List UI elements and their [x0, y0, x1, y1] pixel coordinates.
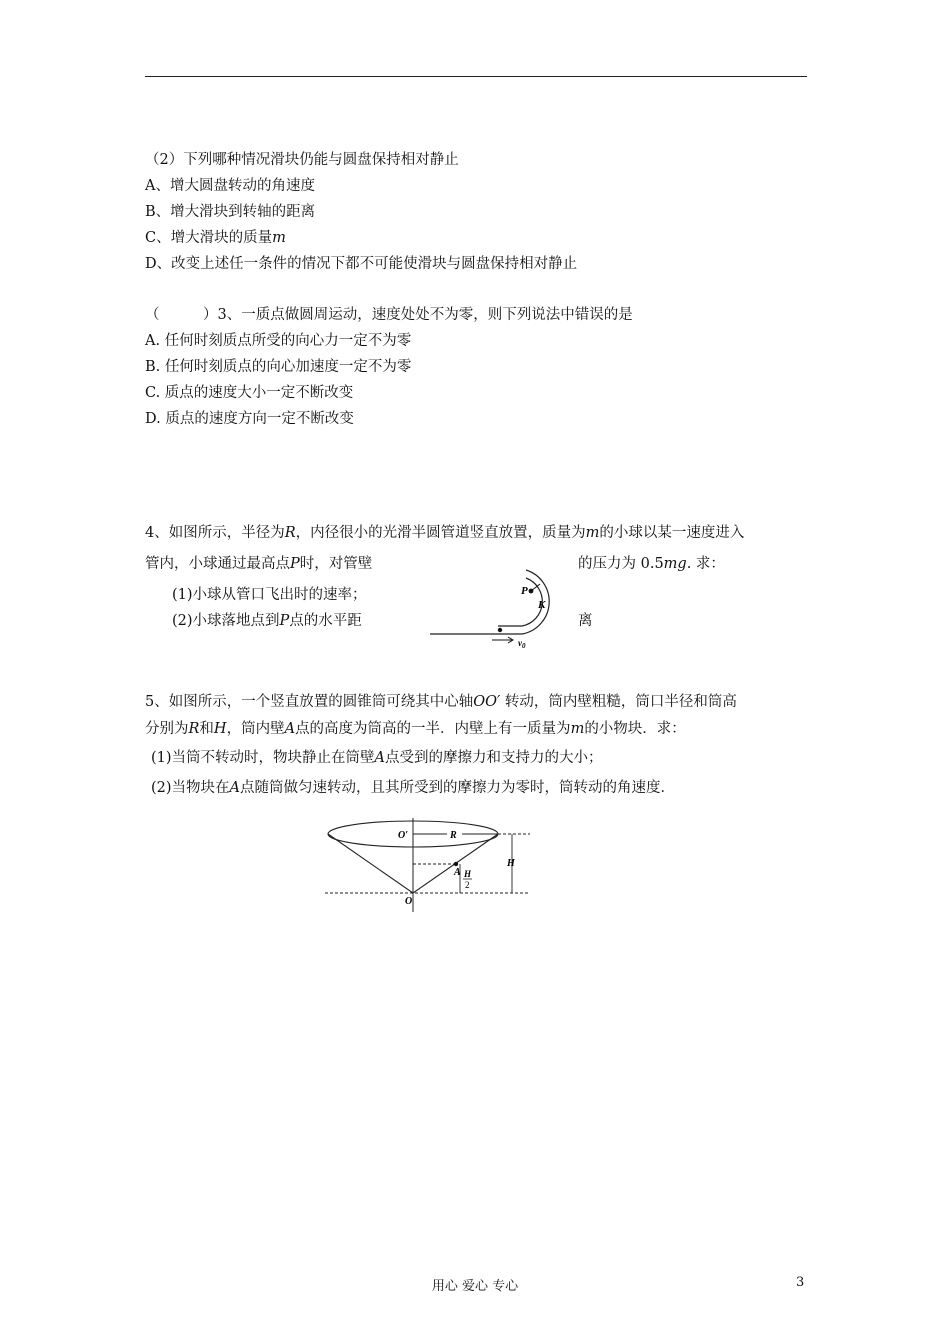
q4-var-r: R [284, 525, 296, 541]
q4-ball-bottom [498, 628, 502, 632]
q4-sub-2 [172, 611, 362, 631]
q4-text: 4、如图所示，半径为 [145, 525, 285, 541]
q2-stem: （2）下列哪种情况滑块仍能与圆盘保持相对静止 [145, 152, 459, 168]
q5-cone-figure [325, 818, 540, 912]
q2-option-a: A、增大圆盘转动的角速度 [145, 178, 315, 194]
q5-var-m: m [570, 721, 585, 737]
q4-sub-2-tail: 离 [578, 613, 593, 629]
q5-text: 分别为 [145, 721, 189, 737]
q4-var-p: P [279, 613, 290, 629]
q5-sub-1 [151, 748, 603, 768]
q5-point-a [454, 862, 458, 866]
q2-option-c [145, 228, 286, 248]
q5-line-1 [145, 692, 737, 712]
q5-text: (2)当物块在 [151, 780, 230, 796]
q2-option-d: D、改变上述任一条件的情况下都不可能使滑块与圆盘保持相对静止 [145, 256, 578, 272]
q4-text: (2)小球落地点到 [172, 613, 280, 629]
q5-var-a: A [229, 780, 241, 796]
q4-text: 时，对管壁 [299, 556, 373, 572]
q4-text: . 求： [686, 556, 725, 572]
q5-var-a: A [284, 721, 296, 737]
q5-sub-2 [151, 778, 675, 798]
page-number: 3 [796, 1275, 805, 1290]
q4-text: 管内，小球通过最高点 [145, 556, 290, 572]
q5-line-2 [145, 719, 686, 739]
q5-var-a: A [374, 750, 386, 766]
q5-text: 和 [199, 721, 214, 737]
q4-var-m: m [585, 525, 600, 541]
q4-line-2a [145, 554, 372, 574]
q5-text: 的小物块．求： [584, 721, 686, 737]
q5-var-r: R [188, 721, 200, 737]
q2-option-c-var: m [272, 230, 286, 246]
q5-var-h: H [213, 721, 227, 737]
q3-option-d: D. 质点的速度方向一定不断改变 [145, 411, 354, 427]
q5-text: 转动，筒内壁粗糙，筒口半径和筒高 [500, 694, 737, 710]
q5-label-h-den: 2 [465, 880, 470, 890]
q3-option-c: C. 质点的速度大小一定不断改变 [145, 385, 354, 401]
q5-text: 5、如图所示，一个竖直放置的圆锥筒可绕其中心轴 [145, 694, 474, 710]
q3-option-a: A. 任何时刻质点所受的向心力一定不为零 [145, 333, 412, 349]
q4-pipe-figure [430, 568, 570, 652]
q5-label-h-num: H [464, 869, 472, 879]
q4-text: 点的水平距 [289, 613, 362, 629]
q2-option-b: B、增大滑块到转轴的距离 [145, 204, 316, 220]
q4-label-v: v [518, 638, 522, 648]
q3-option-b: B. 任何时刻质点的向心加速度一定不为零 [145, 359, 412, 375]
q5-text: 点随筒做匀速转动，且其所受到的摩擦力为零时，筒转动的角速度． [240, 780, 676, 796]
q2-option-c-text: C、增大滑块的质量 [145, 230, 273, 246]
q4-line-2b [578, 554, 725, 574]
q5-label-r: R [450, 830, 457, 841]
q5-text: ，筒内壁 [226, 721, 285, 737]
q4-text: 的小球以某一速度进入 [599, 525, 745, 541]
q5-label-a: A [454, 867, 461, 878]
q4-text: ，内径很小的光滑半圆管道竖直放置，质量为 [295, 525, 586, 541]
q4-label-k: K [538, 599, 546, 611]
q4-var-p: P [290, 556, 300, 572]
q3-stem: （ ）3、一质点做圆周运动，速度处处不为零，则下列说法中错误的是 [145, 307, 633, 323]
header-rule [145, 76, 807, 77]
q4-var-mg: mg [663, 556, 687, 572]
q5-label-h: H [507, 858, 515, 869]
footer-slogan: 用心 爱心 专心 [431, 1279, 519, 1294]
q4-line-1 [145, 523, 744, 543]
q5-label-o-top: O′ [398, 830, 409, 841]
q5-text: (1)当筒不转动时，物块静止在筒壁 [151, 750, 375, 766]
q4-sub-1: (1)小球从管口飞出时的速率； [172, 587, 367, 603]
q5-text: 点的高度为筒高的一半．内壁上有一质量为 [295, 721, 571, 737]
q4-label-p: P [521, 585, 528, 597]
q4-text: 的压力为 0.5 [578, 556, 664, 572]
q4-label-v-sub: 0 [522, 642, 526, 650]
q4-label-v0 [518, 638, 526, 650]
q5-text: 点受到的摩擦力和支持力的大小； [385, 750, 603, 766]
q5-var-oo: OO′ [473, 694, 501, 710]
q5-label-o: O [405, 896, 413, 907]
